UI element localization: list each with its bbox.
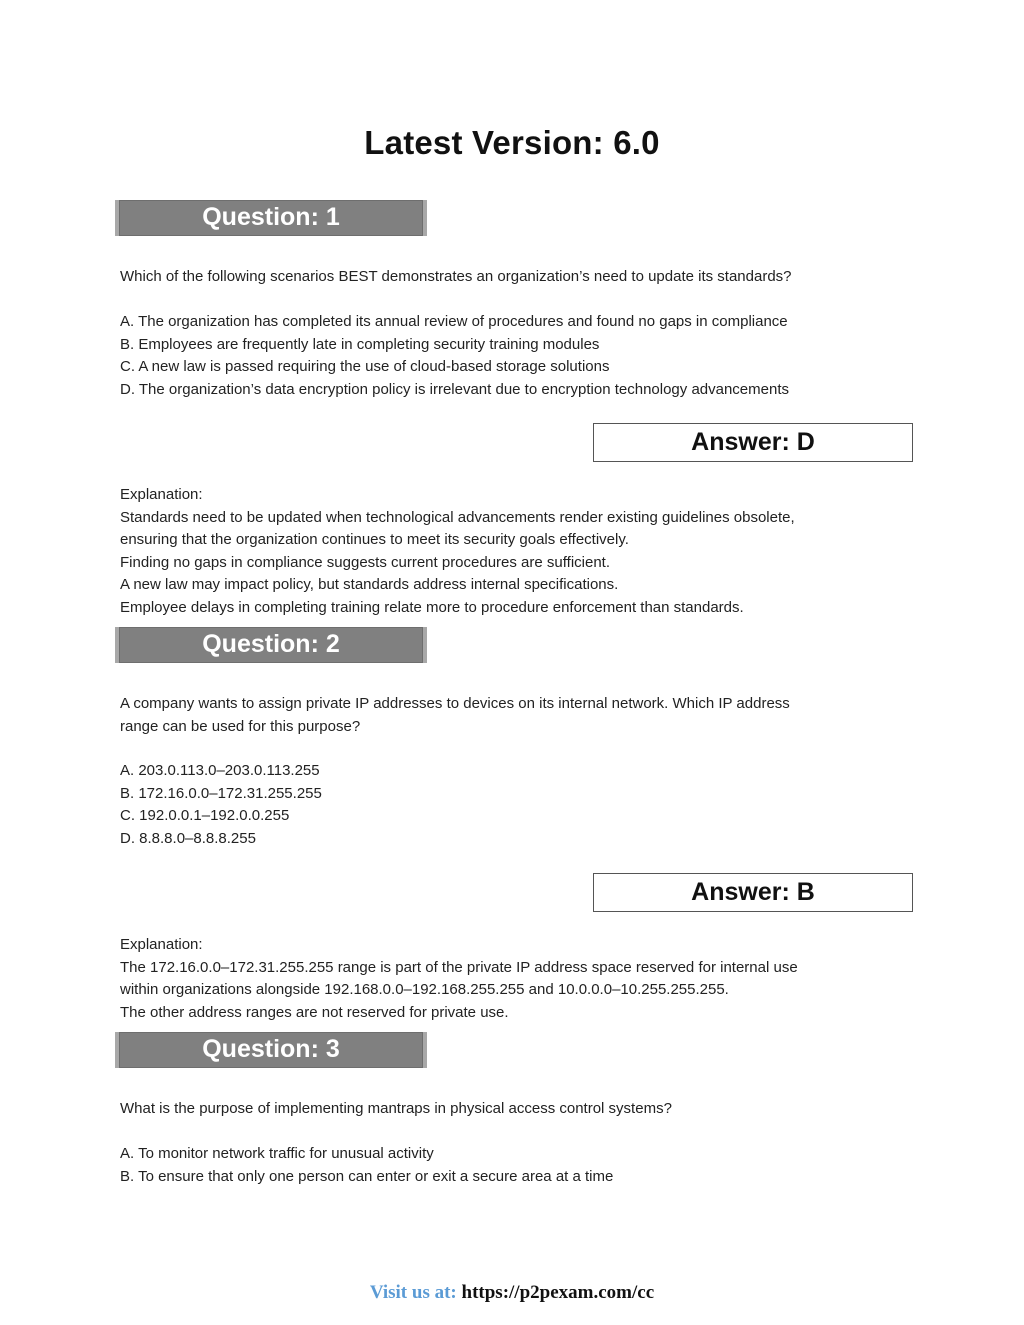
question-2-answer: Answer: B [593, 873, 913, 912]
option-c: C. 192.0.0.1–192.0.0.255 [120, 807, 290, 824]
stem-line: A company wants to assign private IP addresses to devices on its internal network. Which IP address [120, 695, 790, 712]
question-3-heading: Question: 3 [202, 1035, 340, 1063]
option-b: B. 172.16.0.0–172.31.255.255 [120, 784, 322, 802]
option-d: D. The organization’s data encryption policy is irrelevant due to encryption technology advancements [120, 380, 790, 398]
question-2-explanation [120, 934, 910, 1024]
question-1-options [120, 311, 910, 401]
option-d: D. 8.8.8.0–8.8.8.255 [120, 829, 256, 847]
explanation-line: The other address ranges are not reserved for private use. [120, 1003, 509, 1021]
option-a: A. 203.0.113.0–203.0.113.255 [120, 762, 320, 779]
footer-visit-label: Visit us at: [369, 1282, 457, 1303]
stem-line: Which of the following scenarios BEST demonstrates an organization’s need to update its standards? [120, 268, 792, 285]
option-b: B. Employees are frequently late in completing security training modules [120, 335, 600, 353]
question-3-banner [115, 1032, 427, 1068]
explanation-line: The 172.16.0.0–172.31.255.255 range is part of the private IP address space reserved for internal use [120, 958, 798, 976]
option-c: C. A new law is passed requiring the use of cloud-based storage solutions [120, 358, 610, 375]
explanation-line: Employee delays in completing training relate more to procedure enforcement than standards. [120, 598, 744, 616]
question-2-heading: Question: 2 [202, 630, 340, 658]
question-3-stem [120, 1098, 910, 1121]
explanation-line: A new law may impact policy, but standards address internal specifications. [120, 576, 619, 593]
stem-line: What is the purpose of implementing mantraps in physical access control systems? [120, 1100, 672, 1117]
question-1-banner [115, 200, 427, 236]
question-2-banner [115, 627, 427, 663]
explanation-line: Finding no gaps in compliance suggests current procedures are sufficient. [120, 553, 610, 571]
footer-url-link[interactable]: https://p2pexam.com/cc [461, 1282, 655, 1303]
option-b: B. To ensure that only one person can enter or exit a secure area at a time [120, 1167, 614, 1185]
question-1-heading: Question: 1 [202, 203, 340, 231]
footer [0, 1282, 1024, 1304]
explanation-line: Standards need to be updated when technological advancements render existing guidelines obsolete, [120, 508, 795, 526]
question-1-explanation [120, 484, 910, 619]
question-2-stem [120, 693, 910, 738]
explanation-label: Explanation: [120, 486, 203, 503]
explanation-label: Explanation: [120, 936, 203, 953]
page-title: Latest Version: 6.0 [364, 124, 660, 161]
explanation-line: within organizations alongside 192.168.0.0–192.168.255.255 and 10.0.0.0–10.255.255.255. [120, 981, 729, 998]
option-a: A. To monitor network traffic for unusual activity [120, 1145, 434, 1162]
question-3-options [120, 1143, 910, 1188]
explanation-line: ensuring that the organization continues to meet its security goals effectively. [120, 531, 629, 548]
stem-line: range can be used for this purpose? [120, 717, 361, 735]
question-1-stem [120, 266, 910, 289]
question-1-answer: Answer: D [593, 423, 913, 462]
question-2-options [120, 760, 910, 850]
option-a: A. The organization has completed its annual review of procedures and found no gaps in compliance [120, 313, 788, 330]
